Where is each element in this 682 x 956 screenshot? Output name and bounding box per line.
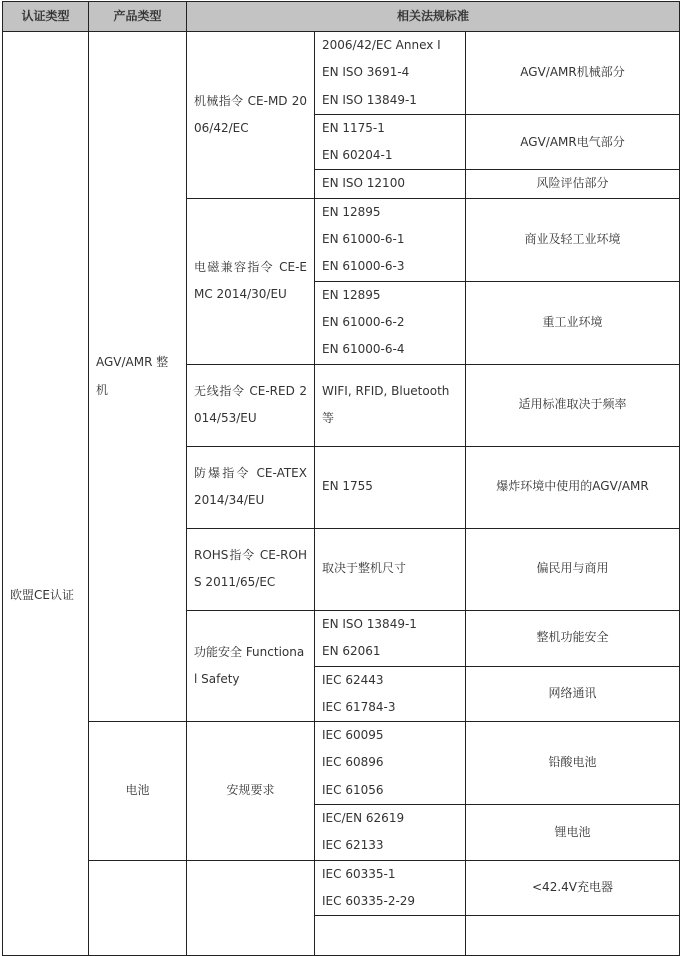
scope-cell: 重工业环境 [466, 281, 680, 364]
directive-atex: 防爆指令 CE-ATEX 2014/34/EU [187, 446, 315, 528]
scope-cell: AGV/AMR电气部分 [466, 114, 680, 170]
directive-md: 机械指令 CE-MD 2006/42/EC [187, 32, 315, 199]
standards-cell: IEC 60335-1 IEC 60335-2-29 [315, 860, 466, 916]
header-standards: 相关法规标准 [187, 2, 680, 32]
standards-table [2, 1, 680, 956]
standards-cell: EN 12895 EN 61000-6-2 EN 61000-6-4 [315, 281, 466, 364]
table-row [3, 722, 680, 805]
product-machine: AGV/AMR 整机 [89, 32, 187, 722]
cert-type-cell: 欧盟CE认证 [3, 32, 89, 956]
scope-cell: 商业及轻工业环境 [466, 198, 680, 281]
standards-cell: WIFI, RFID, Bluetooth等 [315, 364, 466, 446]
standards-cell: IEC 62443 IEC 61784-3 [315, 666, 466, 722]
scope-cell: 铅酸电池 [466, 722, 680, 805]
directive-functional-safety: 功能安全 Functional Safety [187, 610, 315, 722]
directive-rohs: ROHS指令 CE-ROHS 2011/65/EC [187, 528, 315, 610]
header-cert-type: 认证类型 [3, 2, 89, 32]
standards-cell: EN ISO 12100 [315, 170, 466, 198]
header-row [3, 2, 680, 32]
standards-cell: EN 1175-1 EN 60204-1 [315, 114, 466, 170]
standards-cell: 取决于整机尺寸 [315, 528, 466, 610]
standards-cell [315, 916, 466, 956]
standards-cell: IEC/EN 62619 IEC 62133 [315, 805, 466, 861]
scope-cell: 适用标准取决于频率 [466, 364, 680, 446]
scope-cell: 锂电池 [466, 805, 680, 861]
directive-red: 无线指令 CE-RED 2014/53/EU [187, 364, 315, 446]
scope-cell: 偏民用与商用 [466, 528, 680, 610]
scope-cell: <42.4V充电器 [466, 860, 680, 916]
scope-cell: 风险评估部分 [466, 170, 680, 198]
standards-cell: EN 12895 EN 61000-6-1 EN 61000-6-3 [315, 198, 466, 281]
directive-emc: 电磁兼容指令 CE-EMC 2014/30/EU [187, 198, 315, 364]
standards-cell: EN ISO 13849-1 EN 62061 [315, 610, 466, 666]
standards-cell: EN 1755 [315, 446, 466, 528]
standards-cell: 2006/42/EC Annex I EN ISO 3691-4 EN ISO 13849-1 [315, 32, 466, 115]
scope-cell: AGV/AMR机械部分 [466, 32, 680, 115]
product-empty [89, 860, 187, 956]
scope-cell [466, 916, 680, 956]
scope-cell: 网络通讯 [466, 666, 680, 722]
table-row [3, 860, 680, 916]
scope-cell: 爆炸环境中使用的AGV/AMR [466, 446, 680, 528]
standards-cell: IEC 60095 IEC 60896 IEC 61056 [315, 722, 466, 805]
directive-safety: 安规要求 [187, 722, 315, 860]
product-battery: 电池 [89, 722, 187, 860]
scope-cell: 整机功能安全 [466, 610, 680, 666]
header-product-type: 产品类型 [89, 2, 187, 32]
directive-empty [187, 860, 315, 956]
table-row [3, 32, 680, 115]
